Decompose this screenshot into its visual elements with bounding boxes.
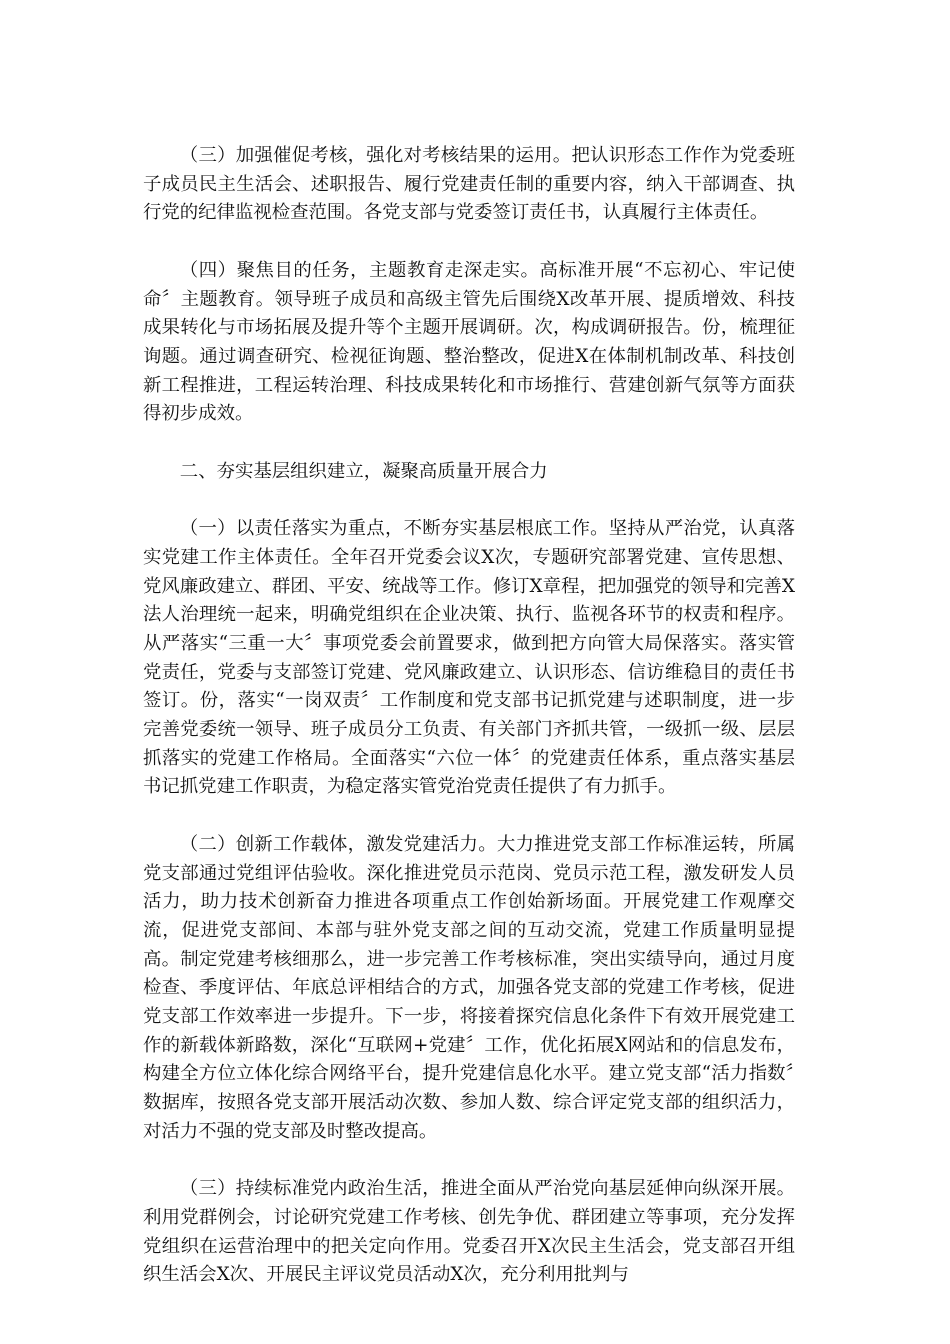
paragraph-3: （三）加强催促考核，强化对考核结果的运用。把认识形态工作作为党委班子成员民主生活会、述职报告、履行党建责任制的重要内容，纳入干部调查、执行党的纪律监视检查范围。各党支部与党委签订责任书，认真履行主体责任。	[143, 145, 795, 224]
section-paragraph-2: （二）创新工作载体，激发党建活力。大力推进党支部工作标准运转，所属党支部通过党组评估验收。深化推进党员示范岗、党员示范工程，激发研发人员活力，助力技术创新奋力推进各项重点工作创始新场面。开展党建工作观摩交流，促进党支部间、本部与驻外党支部之间的互动交流，党建工作质量明显提高。制定党建考核细那么，进一步完善工作考核标准，突出实绩导向，通过月度检查、季度评估、年底总评相结合的方式，加强各党支部的党建工作考核，促进党支部工作效率进一步提升。下一步，将接着探究信息化条件下有效开展党建工作的新载体新路数，深化“互联网+党建〞工作，优化拓展X网站和的信息发布，构建全方位立体化综合网络平台，提升党建信息化水平。建立党支部“活力指数〞数据库，按照各党支部开展活动次数、参加人数、综合评定党支部的组织活力，对活力不强的党支部及时整改提高。	[143, 833, 795, 1142]
section-paragraph-3: （三）持续标准党内政治生活，推进全面从严治党向基层延伸向纵深开展。利用党群例会，讨论研究党建工作考核、创先争优、群团建立等事项，充分发挥党组织在运营治理中的把关定向作用。党委召开X次民主生活会，党支部召开组织生活会X次、开展民主评议党员活动X次，充分利用批判与	[143, 1178, 795, 1286]
section-heading: 二、夯实基层组织建立，凝聚高质量开展合力	[179, 460, 548, 482]
document-page	[143, 142, 795, 1319]
paragraph-4: （四）聚焦目的任务，主题教育走深走实。高标准开展“不忘初心、牢记使命〞主题教育。领导班子成员和高级主管先后围绕X改革开展、提质增效、科技成果转化与市场拓展及提升等个主题开展调研。次，构成调研报告。份，梳理征询题。通过调查研究、检视征询题、整治整改，促进X在体制机制改革、科技创新工程推进，工程运转治理、科技成果转化和市场推行、营建创新气氛等方面获得初步成效。	[143, 259, 795, 425]
section-paragraph-1: （一）以责任落实为重点，不断夯实基层根底工作。坚持从严治党，认真落实党建工作主体责任。全年召开党委会议X次，专题研究部署党建、宣传思想、党风廉政建立、群团、平安、统战等工作。修订X章程，把加强党的领导和完善X法人治理统一起来，明确党组织在企业决策、执行、监视各环节的权责和程序。从严落实“三重一大〞事项党委会前置要求，做到把方向管大局保落实。落实管党责任，党委与支部签订党建、党风廉政建立、认识形态、信访维稳目的责任书签订。份，落实“一岗双责〞工作制度和党支部书记抓党建与述职制度，进一步完善党委统一领导、班子成员分工负责、有关部门齐抓共管，一级抓一级、层层抓落实的党建工作格局。全面落实“六位一体〞的党建责任体系，重点落实基层书记抓党建工作职责，为稳定落实管党治党责任提供了有力抓手。	[143, 518, 795, 798]
